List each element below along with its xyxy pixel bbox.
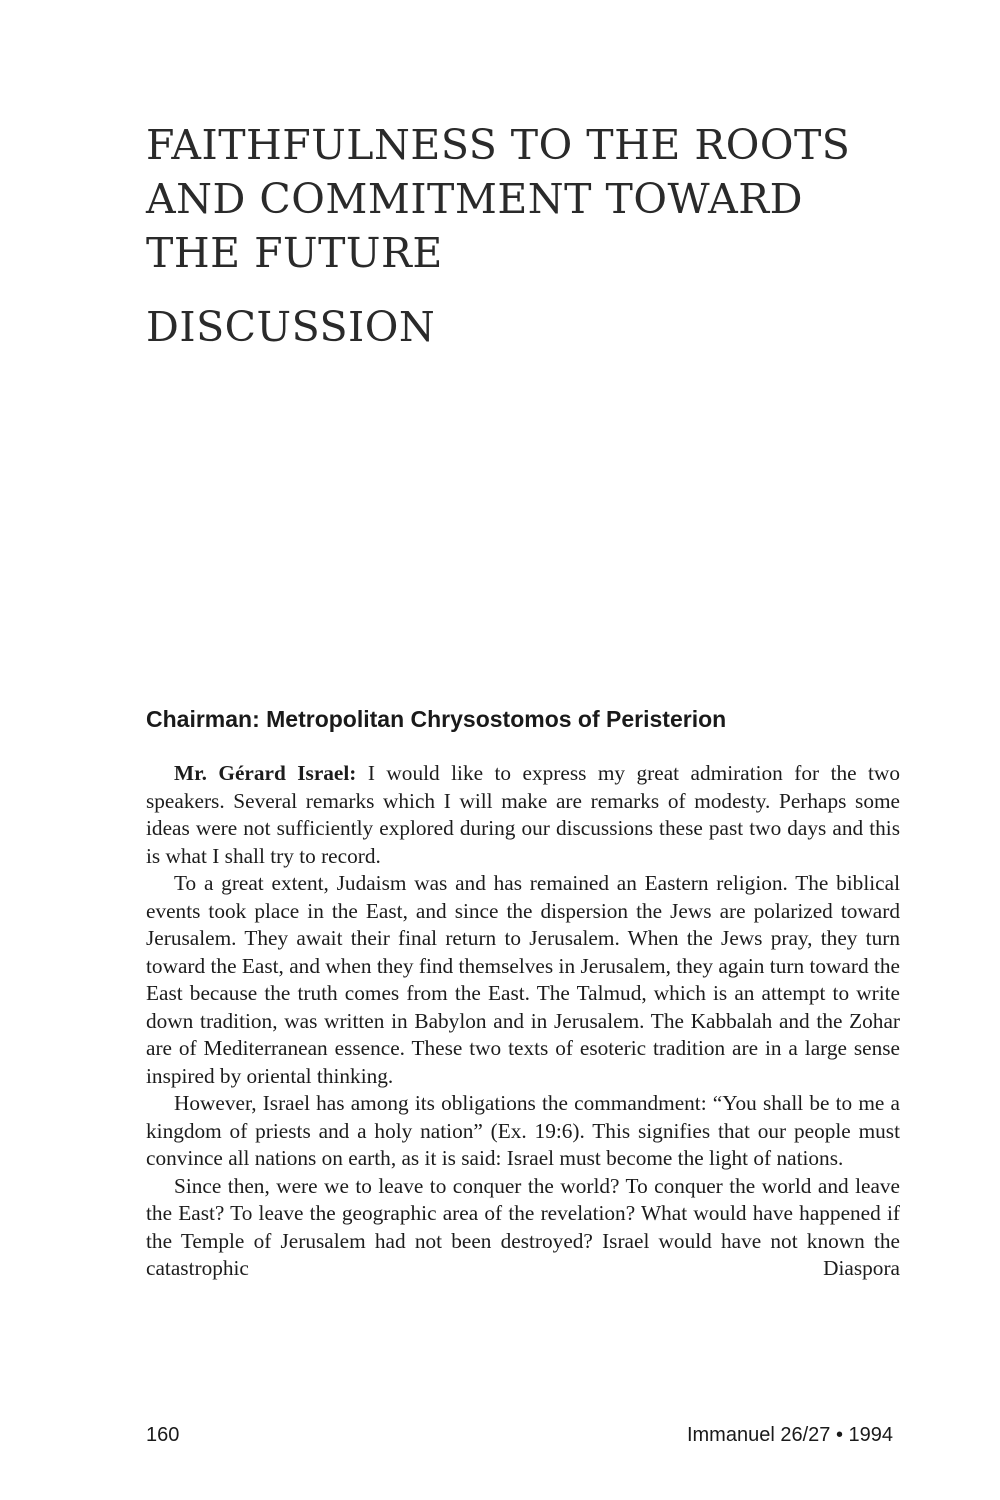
page-number: 160 [146, 1424, 180, 1446]
title-line-3: THE FUTURE [146, 229, 443, 277]
title-line-1: FAITHFULNESS TO THE ROOTS [146, 121, 851, 169]
chairman-heading: Chairman: Metropolitan Chrysostomos of Peristerion [146, 706, 727, 732]
paragraph-text: I would like to express my great admiration for the two speakers. Several remarks which I will make are remarks of modesty. Perhaps some ideas were not sufficiently explored during our discussions these past two days and this is what I shall try to record. [146, 761, 900, 868]
title-line-2: AND COMMITMENT TOWARD [146, 175, 803, 223]
article-subtitle: DISCUSSION [146, 303, 436, 351]
article-title [146, 118, 886, 280]
paragraph-text: Since then, were we to leave to conquer the world? To conquer the world and leave the East? To leave the geographic area of the revelation? What would have happened if the Temple of Jerusalem had not been destroyed? Israel would have not known the catastrophic Diaspora [146, 1173, 900, 1280]
speaker-name: Mr. Gérard Israel: [174, 761, 357, 785]
paragraph-text: To a great extent, Judaism was and has remained an Eastern religion. The biblical events took place in the East, and since the dispersion the Jews are polarized toward Jerusalem. They await their final return to Jerusalem. When the Jews pray, they turn toward the East, and when they find themselves in Jerusalem, they again turn toward the East because the truth comes from the East. The Talmud, which is an attempt to write down tradition, was written in Babylon and in Jerusalem. The Kabbalah and the Zohar are of Mediterranean essence. These two texts of esoteric tradition are in a large sense inspired by oriental thinking. [146, 871, 900, 1088]
paragraph-3 [146, 1090, 900, 1173]
paragraph-4 [146, 1173, 900, 1283]
paragraph-text: However, Israel has among its obligations the commandment: “You shall be to me a kingdom of priests and a holy nation” (Ex. 19:6). This signifies that our people must convince all nations on earth, as it is said: Israel must become the light of nations. [146, 1091, 900, 1170]
body-text [146, 760, 900, 1283]
paragraph-2 [146, 870, 900, 1090]
paragraph-1 [146, 760, 900, 870]
journal-citation: Immanuel 26/27 • 1994 [686, 1424, 893, 1446]
